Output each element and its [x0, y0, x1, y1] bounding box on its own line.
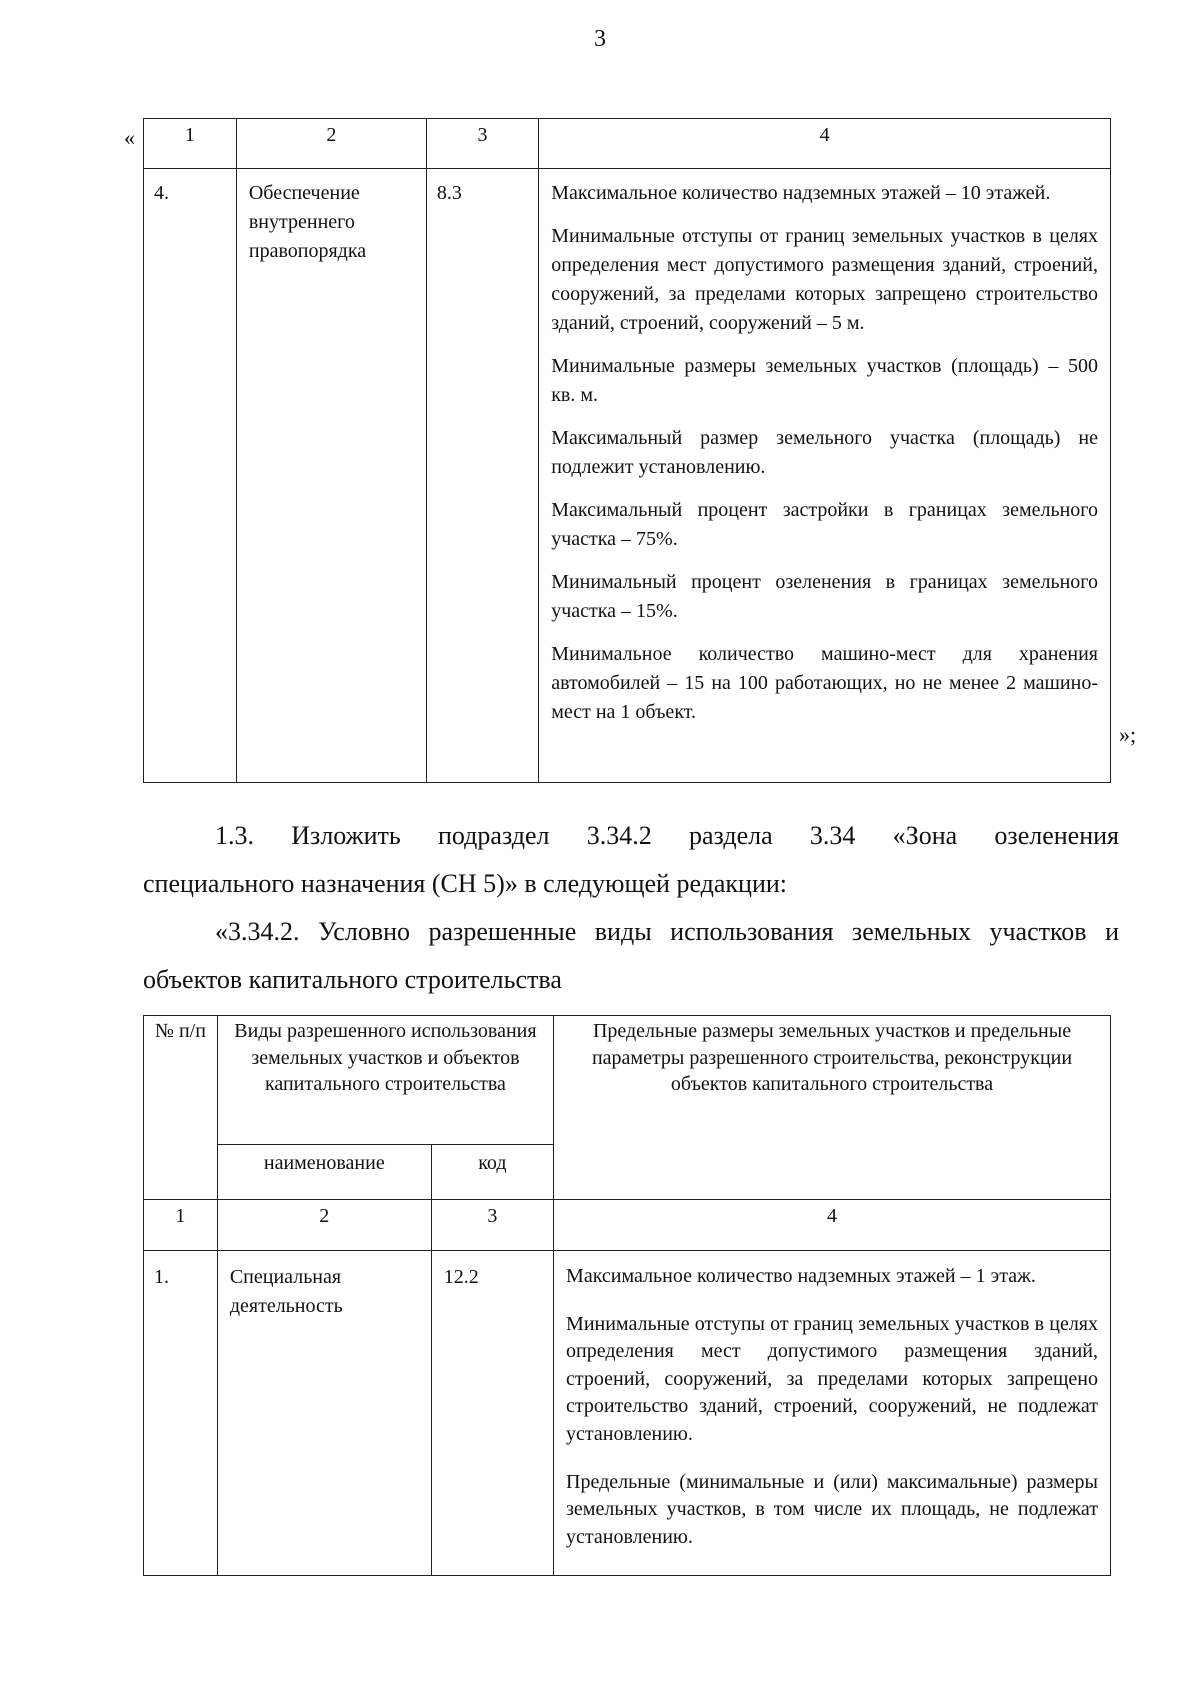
table1-col-3: 3	[426, 119, 538, 169]
table1-col-4: 4	[539, 119, 1111, 169]
conditional-use-table	[143, 1015, 1111, 1576]
page-number: 3	[594, 26, 606, 52]
parameter-item: Предельные (минимальные и (или) максимальные) размеры земельных участков, в том числе их площадь, не подлежат установлению.	[566, 1470, 1098, 1548]
table1-close-quote: »;	[1119, 722, 1137, 747]
header-number: № п/п	[144, 1016, 218, 1200]
header-name: наименование	[217, 1145, 431, 1200]
table1-open-quote: «	[124, 125, 135, 150]
use-name: Специальная деятельность	[217, 1251, 431, 1576]
table2-col-2: 2	[217, 1200, 431, 1251]
parameter-item: Минимальные размеры земельных участков (площадь) – 500 кв. м.	[551, 355, 1098, 406]
row-number: 4.	[144, 169, 237, 783]
parameter-item: Максимальный процент застройки в границах земельного участка – 75%.	[551, 499, 1098, 550]
parameters-cell	[539, 169, 1111, 783]
header-code: код	[431, 1145, 553, 1200]
parameter-item: Минимальные отступы от границ земельных участков в целях определения мест допустимого размещения зданий, строений, сооружений, за пределами которых запрещено строительство зданий, строений, сооружений – 5 м.	[551, 225, 1098, 334]
zoning-table-continued	[143, 118, 1111, 783]
amendment-paragraph-line2: специального назначения (СН 5)» в следующей редакции:	[143, 869, 788, 898]
parameter-item: Максимальный размер земельного участка (площадь) не подлежит установлению.	[551, 427, 1098, 478]
header-limits: Предельные размеры земельных участков и предельные параметры разрешенного строительства, реконструкции объектов капитального строительства	[554, 1016, 1111, 1200]
parameter-item: Минимальное количество машино-мест для хранения автомобилей – 15 на 100 работающих, но не менее 2 машино-мест на 1 объект.	[551, 643, 1098, 723]
table2-col-4: 4	[554, 1200, 1111, 1251]
table1-row	[144, 169, 1111, 783]
table2-col-3: 3	[431, 1200, 553, 1251]
table1-col-1: 1	[144, 119, 237, 169]
subsection-title-line2: объектов капитального строительства	[143, 965, 562, 994]
parameters-cell	[554, 1251, 1111, 1576]
parameter-item: Минимальные отступы от границ земельных участков в целях определения мест допустимого размещения зданий, строений, сооружений, за пределами которых запрещено строительство зданий, строений, сооружений, не подлежат установлению.	[566, 1312, 1098, 1445]
parameter-item: Минимальный процент озеленения в границах земельного участка – 15%.	[551, 571, 1098, 622]
parameter-item: Максимальное количество надземных этажей – 1 этаж.	[566, 1265, 1036, 1287]
parameter-item: Максимальное количество надземных этажей – 10 этажей.	[551, 182, 1051, 204]
use-code: 12.2	[431, 1251, 553, 1576]
table1-column-numbers	[144, 119, 1111, 169]
table2-header-row	[144, 1016, 1111, 1145]
table2-column-numbers	[144, 1200, 1111, 1251]
use-name: Обеспечение внутреннего правопорядка	[236, 169, 426, 783]
header-use-kinds: Виды разрешенного использования земельных участков и объектов капитального строительства	[217, 1016, 553, 1145]
use-code: 8.3	[426, 169, 538, 783]
subsection-title-line1: «3.34.2. Условно разрешенные виды использования земельных участков и	[215, 917, 1119, 946]
row-number: 1.	[144, 1251, 218, 1576]
amendment-paragraph-line1: 1.3. Изложить подраздел 3.34.2 раздела 3.34 «Зона озеленения	[215, 821, 1119, 850]
table2-row	[144, 1251, 1111, 1576]
table2-col-1: 1	[144, 1200, 218, 1251]
table1-col-2: 2	[236, 119, 426, 169]
